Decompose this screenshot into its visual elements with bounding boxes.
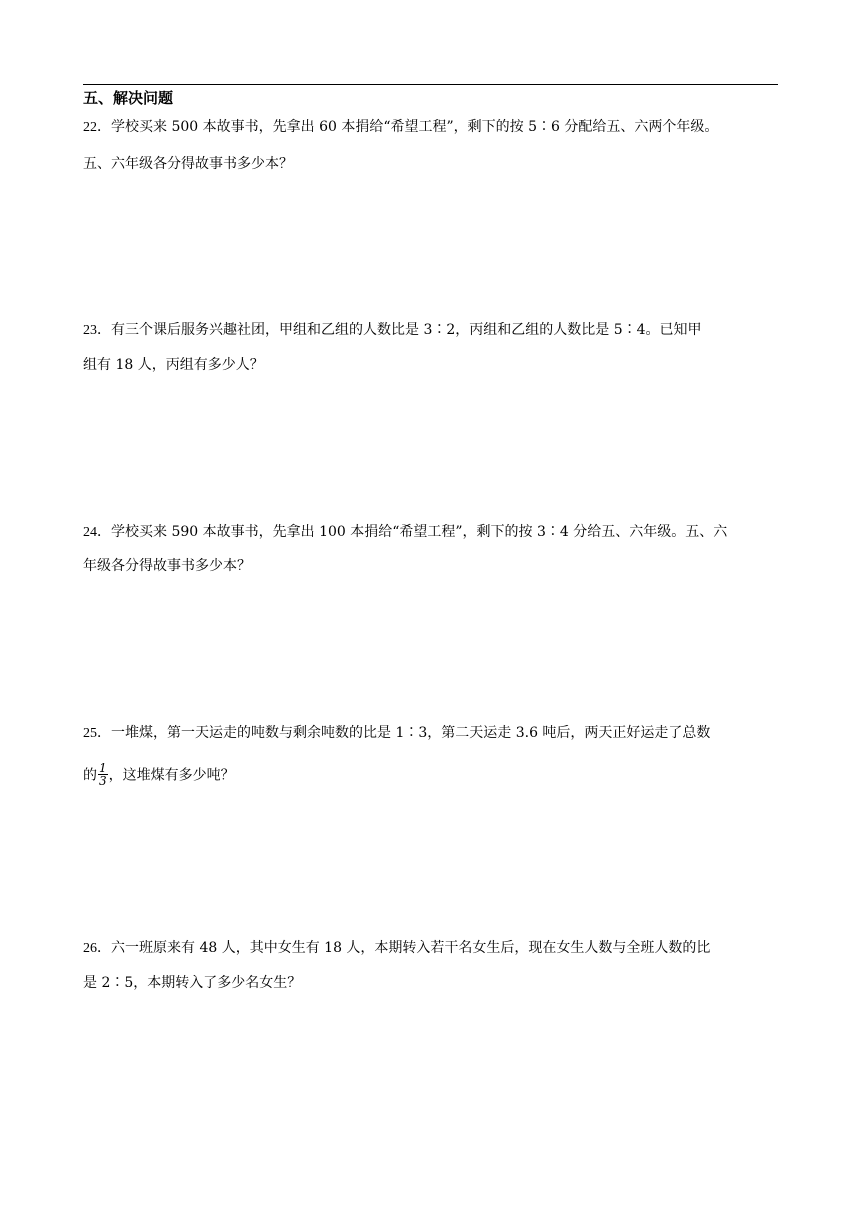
question-24-line-2: 年级各分得故事书多少本？ (83, 558, 251, 574)
question-22-text-1: ．学校买来 500 本故事书，先拿出 60 本捐给“希望工程”，剩下的按 5∶6 分配给五、六两个年级。 (97, 119, 719, 135)
question-24-text-1: ．学校买来 590 本故事书，先拿出 100 本捐给“希望工程”，剩下的按 3∶4 分给五、六年级。五、六 (97, 524, 728, 540)
question-25-text-1: ．一堆煤，第一天运走的吨数与剩余吨数的比是 1∶3，第二天运走 3.6 吨后，两天正好运走了总数 (97, 725, 711, 741)
fraction-one-third (98, 762, 108, 787)
question-22-number: 22 (83, 120, 97, 135)
question-25-number: 25 (83, 726, 97, 741)
question-24-number: 24 (83, 525, 97, 540)
question-26-line-1 (83, 938, 710, 959)
question-25-text-2-suffix: ，这堆煤有多少吨？ (108, 767, 235, 784)
question-25-line-1 (83, 723, 710, 744)
question-23-text-1: ．有三个课后服务兴趣社团，甲组和乙组的人数比是 3∶2，丙组和乙组的人数比是 5∶4。已知甲 (97, 322, 702, 338)
question-26-line-2: 是 2∶5，本期转入了多少名女生？ (83, 975, 302, 991)
question-22-line-1 (83, 117, 718, 138)
section-title: 五、解决问题 (83, 89, 174, 107)
question-23-line-1 (83, 320, 702, 341)
question-25-text-2-prefix: 的 (83, 767, 97, 784)
question-24-line-1 (83, 522, 727, 543)
question-23-line-2: 组有 18 人，丙组有多少人？ (83, 357, 264, 373)
fraction-numerator: 1 (99, 761, 107, 775)
question-26-text-1: ．六一班原来有 48 人，其中女生有 18 人，本期转入若干名女生后，现在女生人数与全班人数的比 (97, 940, 711, 956)
question-22-line-2: 五、六年级各分得故事书多少本？ (83, 156, 293, 172)
question-26-number: 26 (83, 941, 97, 956)
question-23-number: 23 (83, 323, 97, 338)
header-rule (83, 84, 778, 85)
fraction-denominator: 3 (99, 774, 107, 788)
question-25-line-2 (83, 763, 235, 788)
